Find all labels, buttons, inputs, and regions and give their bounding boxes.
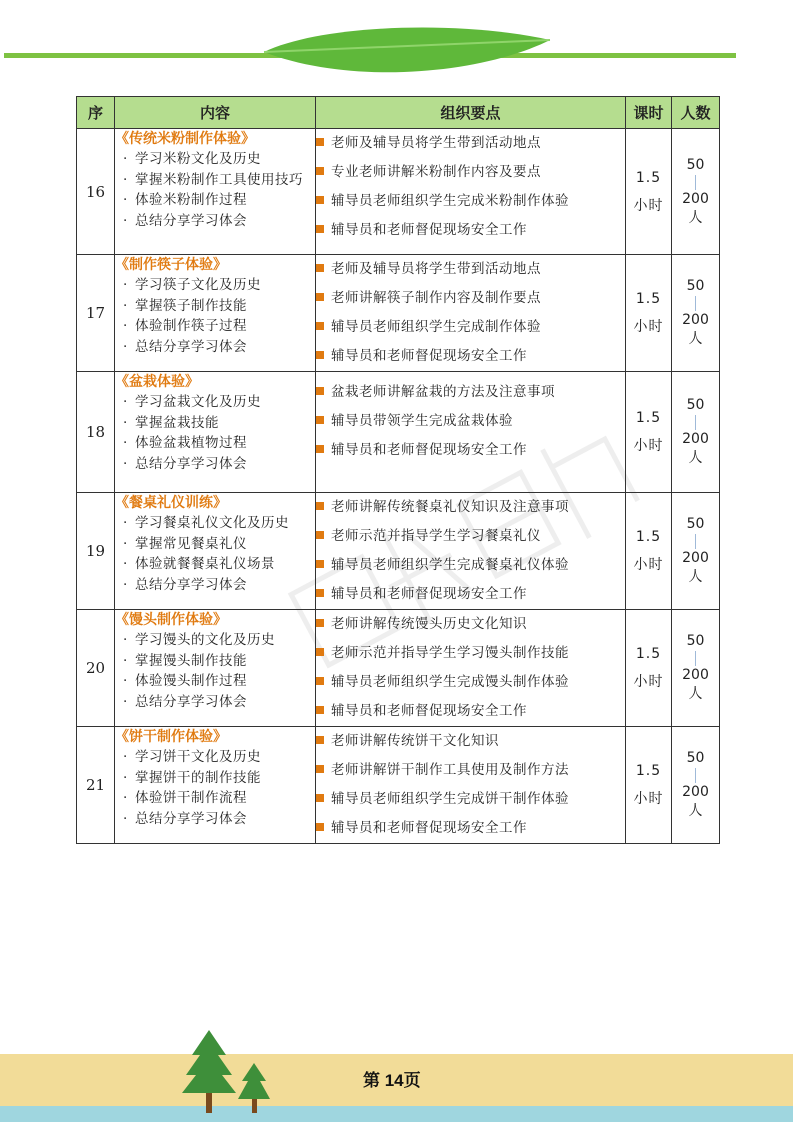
content-item	[115, 513, 315, 534]
content-cell	[115, 493, 316, 610]
organization-item	[316, 814, 625, 843]
content-item	[115, 190, 315, 211]
content-item-text: 总结分享学习体会	[135, 693, 247, 710]
range-divider	[695, 768, 696, 783]
content-item-text: 掌握馒头制作技能	[135, 652, 247, 669]
row-number: 19	[77, 493, 115, 610]
hours-unit: 小时	[633, 438, 664, 454]
content-item-text: 体验就餐餐桌礼仪场景	[135, 556, 275, 572]
content-item-text: 体验饼干制作流程	[135, 790, 247, 806]
row-number: 21	[77, 727, 115, 844]
organization-item	[316, 407, 625, 436]
organization-item	[316, 551, 625, 580]
organization-item-text: 老师示范并指导学生学习餐桌礼仪	[331, 528, 541, 544]
organization-item-text: 辅导员老师组织学生完成制作体验	[331, 319, 541, 335]
hours-value: 1.5	[635, 169, 662, 186]
organization-item	[316, 436, 625, 465]
orange-square-bullet-icon	[316, 351, 324, 359]
col-header-people: 人数	[672, 97, 720, 129]
orange-square-bullet-icon	[316, 736, 324, 744]
content-item-text: 体验米粉制作过程	[135, 192, 247, 208]
organization-item-text: 老师讲解传统馒头历史文化知识	[331, 616, 527, 632]
hours-cell	[626, 610, 672, 727]
organization-item	[316, 284, 625, 313]
people-max: 200	[682, 550, 709, 566]
hours-value: 1.5	[635, 763, 662, 779]
row-number: 18	[77, 372, 115, 493]
orange-square-bullet-icon	[316, 765, 324, 773]
organization-item	[316, 187, 625, 216]
content-item-text: 体验制作筷子过程	[135, 318, 247, 334]
content-item-text: 掌握盆栽技能	[135, 414, 219, 431]
people-min: 50	[686, 516, 705, 532]
content-item-text: 总结分享学习体会	[135, 455, 247, 472]
content-item	[115, 454, 315, 475]
orange-square-bullet-icon	[316, 706, 324, 714]
orange-square-bullet-icon	[316, 225, 324, 233]
content-item-text: 体验盆栽植物过程	[135, 435, 247, 451]
bullet-dot-icon: ·	[123, 414, 128, 431]
content-item	[115, 149, 315, 170]
content-cell	[115, 372, 316, 493]
hours-cell	[626, 493, 672, 610]
content-cell	[115, 129, 316, 255]
organization-item	[316, 610, 625, 639]
organization-cell	[316, 610, 626, 727]
leaf-decoration	[262, 22, 552, 82]
content-item	[115, 788, 315, 809]
content-item	[115, 316, 315, 337]
organization-item-text: 老师及辅导员将学生带到活动地点	[331, 135, 541, 151]
people-max: 200	[682, 312, 709, 328]
organization-item-text: 辅导员老师组织学生完成馒头制作体验	[331, 674, 569, 690]
bullet-dot-icon: ·	[123, 455, 128, 472]
orange-square-bullet-icon	[316, 648, 324, 656]
people-max: 200	[682, 190, 709, 207]
bullet-dot-icon: ·	[123, 192, 128, 208]
organization-item	[316, 216, 625, 245]
people-cell	[672, 610, 720, 727]
bullet-dot-icon: ·	[123, 790, 128, 806]
table-row	[77, 372, 720, 493]
people-max: 200	[682, 667, 709, 683]
hours-unit: 小时	[633, 557, 664, 573]
hours-cell	[626, 255, 672, 372]
content-item	[115, 337, 315, 358]
orange-square-bullet-icon	[316, 416, 324, 424]
people-unit: 人	[688, 450, 703, 466]
row-number: 17	[77, 255, 115, 372]
organization-item-text: 辅导员带领学生完成盆栽体验	[331, 413, 513, 429]
orange-square-bullet-icon	[316, 445, 324, 453]
orange-square-bullet-icon	[316, 387, 324, 395]
content-item	[115, 170, 315, 191]
bullet-dot-icon: ·	[123, 171, 128, 188]
bullet-dot-icon: ·	[123, 673, 128, 689]
bullet-dot-icon: ·	[123, 652, 128, 669]
organization-item	[316, 727, 625, 756]
activity-title: 《传统米粉制作体验》	[115, 131, 255, 147]
content-item-text: 学习米粉文化及历史	[135, 151, 261, 167]
bullet-dot-icon: ·	[123, 515, 128, 531]
people-min: 50	[686, 278, 705, 294]
content-item-text: 学习饼干文化及历史	[135, 749, 261, 765]
content-item	[115, 296, 315, 317]
organization-item-text: 辅导员老师组织学生完成饼干制作体验	[331, 791, 569, 807]
col-header-content: 内容	[115, 97, 316, 129]
bullet-dot-icon: ·	[123, 556, 128, 572]
bullet-dot-icon: ·	[123, 277, 128, 293]
orange-square-bullet-icon	[316, 589, 324, 597]
orange-square-bullet-icon	[316, 823, 324, 831]
people-cell	[672, 372, 720, 493]
bullet-dot-icon: ·	[123, 297, 128, 314]
organization-cell	[316, 255, 626, 372]
pine-trees-icon	[180, 1025, 280, 1115]
content-item	[115, 768, 315, 789]
bullet-dot-icon: ·	[123, 810, 128, 827]
table-row	[77, 727, 720, 844]
bullet-dot-icon: ·	[123, 151, 128, 167]
col-header-index: 序	[77, 97, 115, 129]
orange-square-bullet-icon	[316, 531, 324, 539]
hours-cell	[626, 727, 672, 844]
content-item	[115, 392, 315, 413]
table-row	[77, 493, 720, 610]
content-item	[115, 413, 315, 434]
people-unit: 人	[688, 803, 703, 819]
orange-square-bullet-icon	[316, 167, 324, 175]
content-item	[115, 630, 315, 651]
col-header-organization: 组织要点	[316, 97, 626, 129]
table-row	[77, 129, 720, 255]
activity-title: 《制作筷子体验》	[115, 257, 227, 273]
organization-item-text: 老师及辅导员将学生带到活动地点	[331, 261, 541, 277]
content-item	[115, 433, 315, 454]
hours-value: 1.5	[635, 291, 662, 307]
hours-value: 1.5	[635, 410, 662, 426]
footer-water-strip	[0, 1106, 793, 1122]
orange-square-bullet-icon	[316, 619, 324, 627]
people-min: 50	[686, 156, 705, 173]
organization-cell	[316, 372, 626, 493]
table-row	[77, 255, 720, 372]
row-number: 20	[77, 610, 115, 727]
content-item-text: 掌握筷子制作技能	[135, 297, 247, 314]
orange-square-bullet-icon	[316, 322, 324, 330]
organization-item	[316, 697, 625, 726]
people-min: 50	[686, 397, 705, 413]
organization-item-text: 辅导员老师组织学生完成米粉制作体验	[331, 193, 569, 209]
people-min: 50	[686, 750, 705, 766]
col-header-hours: 课时	[626, 97, 672, 129]
bullet-dot-icon: ·	[123, 212, 128, 229]
range-divider	[695, 415, 696, 430]
content-item	[115, 575, 315, 596]
hours-unit: 小时	[633, 791, 664, 807]
hours-unit: 小时	[633, 319, 664, 335]
organization-cell	[316, 129, 626, 255]
range-divider	[695, 534, 696, 549]
content-item-text: 学习餐桌礼仪文化及历史	[135, 515, 289, 531]
organization-item	[316, 313, 625, 342]
orange-square-bullet-icon	[316, 196, 324, 204]
bullet-dot-icon: ·	[123, 693, 128, 710]
organization-item	[316, 158, 625, 187]
organization-cell	[316, 493, 626, 610]
people-unit: 人	[688, 209, 703, 226]
content-item	[115, 534, 315, 555]
bullet-dot-icon: ·	[123, 435, 128, 451]
organization-item	[316, 785, 625, 814]
content-item-text: 掌握常见餐桌礼仪	[135, 535, 247, 552]
people-min: 50	[686, 633, 705, 649]
bullet-dot-icon: ·	[123, 535, 128, 552]
orange-square-bullet-icon	[316, 293, 324, 301]
content-item-text: 学习筷子文化及历史	[135, 277, 261, 293]
orange-square-bullet-icon	[316, 502, 324, 510]
course-table	[76, 96, 720, 844]
people-cell	[672, 493, 720, 610]
content-cell	[115, 255, 316, 372]
orange-square-bullet-icon	[316, 560, 324, 568]
organization-item	[316, 756, 625, 785]
activity-title: 《饼干制作体验》	[115, 729, 227, 745]
people-max: 200	[682, 784, 709, 800]
content-item-text: 学习馒头的文化及历史	[135, 632, 275, 648]
content-cell	[115, 610, 316, 727]
table-row	[77, 610, 720, 727]
people-cell	[672, 129, 720, 255]
organization-item	[316, 668, 625, 697]
orange-square-bullet-icon	[316, 794, 324, 802]
people-cell	[672, 727, 720, 844]
activity-title: 《餐桌礼仪训练》	[115, 495, 227, 511]
organization-item	[316, 378, 625, 407]
content-item-text: 掌握饼干的制作技能	[135, 769, 261, 786]
people-cell	[672, 255, 720, 372]
orange-square-bullet-icon	[316, 138, 324, 146]
content-item	[115, 747, 315, 768]
bullet-dot-icon: ·	[123, 749, 128, 765]
content-cell	[115, 727, 316, 844]
organization-cell	[316, 727, 626, 844]
row-number: 16	[77, 129, 115, 255]
organization-item-text: 老师讲解传统饼干文化知识	[331, 733, 499, 749]
organization-item-text: 辅导员老师组织学生完成餐桌礼仪体验	[331, 557, 569, 573]
bullet-dot-icon: ·	[123, 338, 128, 355]
content-item-text: 掌握米粉制作工具使用技巧	[135, 171, 303, 188]
bullet-dot-icon: ·	[123, 769, 128, 786]
organization-item-text: 辅导员和老师督促现场安全工作	[331, 586, 527, 602]
content-item-text: 学习盆栽文化及历史	[135, 394, 261, 410]
organization-item	[316, 129, 625, 158]
people-unit: 人	[688, 686, 703, 702]
organization-item	[316, 255, 625, 284]
range-divider	[695, 296, 696, 311]
bullet-dot-icon: ·	[123, 318, 128, 334]
activity-title: 《盆栽体验》	[115, 374, 199, 390]
content-item	[115, 211, 315, 232]
organization-item-text: 老师示范并指导学生学习馒头制作技能	[331, 645, 569, 661]
hours-cell	[626, 372, 672, 493]
content-item	[115, 671, 315, 692]
bullet-dot-icon: ·	[123, 576, 128, 593]
organization-item-text: 辅导员和老师督促现场安全工作	[331, 222, 527, 238]
hours-unit: 小时	[633, 674, 664, 690]
organization-item-text: 盆栽老师讲解盆栽的方法及注意事项	[331, 384, 555, 400]
organization-item	[316, 580, 625, 609]
people-unit: 人	[688, 331, 703, 347]
organization-item-text: 辅导员和老师督促现场安全工作	[331, 348, 527, 364]
bullet-dot-icon: ·	[123, 394, 128, 410]
content-item	[115, 809, 315, 830]
content-item-text: 总结分享学习体会	[135, 576, 247, 593]
orange-square-bullet-icon	[316, 677, 324, 685]
range-divider	[695, 651, 696, 666]
organization-item-text: 老师讲解传统餐桌礼仪知识及注意事项	[331, 499, 569, 515]
organization-item-text: 老师讲解筷子制作内容及制作要点	[331, 290, 541, 306]
activity-title: 《馒头制作体验》	[115, 612, 227, 628]
range-divider	[695, 175, 696, 190]
organization-item	[316, 342, 625, 371]
page-number: 第 14页	[363, 1071, 421, 1090]
hours-cell	[626, 129, 672, 255]
content-item	[115, 692, 315, 713]
content-item-text: 体验馒头制作过程	[135, 673, 247, 689]
people-unit: 人	[688, 569, 703, 585]
organization-item-text: 辅导员和老师督促现场安全工作	[331, 703, 527, 719]
bullet-dot-icon: ·	[123, 632, 128, 648]
orange-square-bullet-icon	[316, 264, 324, 272]
hours-unit: 小时	[633, 197, 664, 214]
hours-value: 1.5	[635, 646, 662, 662]
organization-item	[316, 493, 625, 522]
table-header-row	[77, 97, 720, 129]
organization-item-text: 辅导员和老师督促现场安全工作	[331, 442, 527, 458]
people-max: 200	[682, 431, 709, 447]
content-item	[115, 651, 315, 672]
content-item-text: 总结分享学习体会	[135, 338, 247, 355]
organization-item-text: 辅导员和老师督促现场安全工作	[331, 820, 527, 836]
organization-item	[316, 639, 625, 668]
content-item-text: 总结分享学习体会	[135, 212, 247, 229]
content-item-text: 总结分享学习体会	[135, 810, 247, 827]
content-item	[115, 554, 315, 575]
organization-item-text: 专业老师讲解米粉制作内容及要点	[331, 164, 541, 180]
hours-value: 1.5	[635, 529, 662, 545]
organization-item-text: 老师讲解饼干制作工具使用及制作方法	[331, 762, 569, 778]
organization-item	[316, 522, 625, 551]
content-item	[115, 275, 315, 296]
